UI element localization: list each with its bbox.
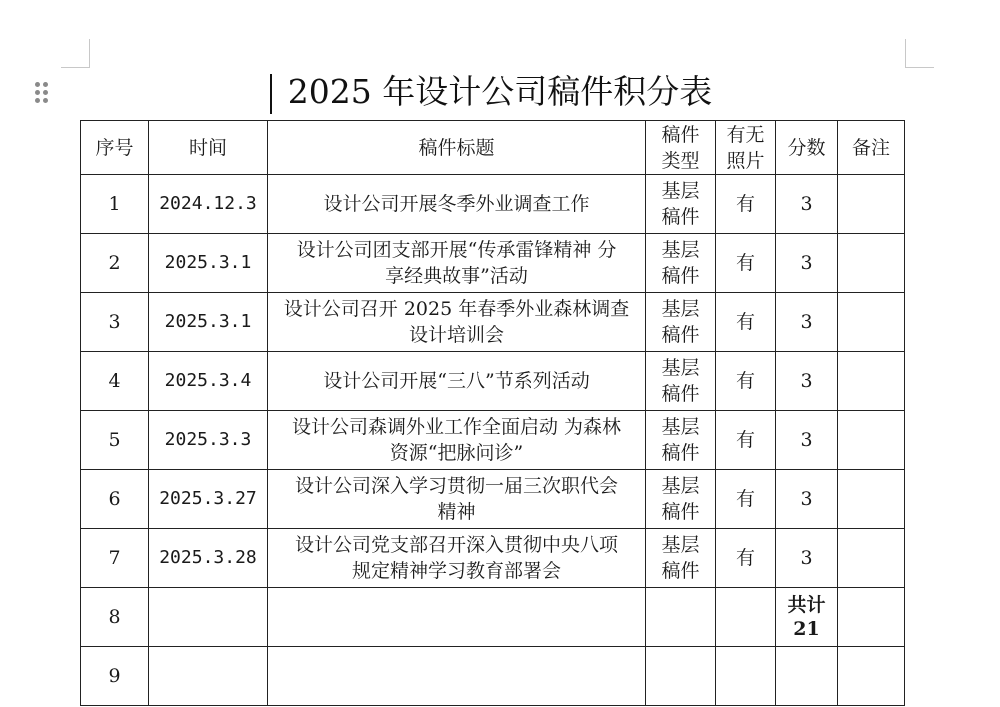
cell-type-line2: 稿件 bbox=[661, 383, 700, 405]
cell-index[interactable]: 2 bbox=[81, 234, 149, 293]
cell-title[interactable] bbox=[268, 175, 646, 234]
cell-title-line1: 设计公司森调外业工作全面启动 为森林 bbox=[291, 416, 622, 438]
cell-photo[interactable]: 有 bbox=[716, 470, 776, 529]
cell-date[interactable] bbox=[149, 647, 268, 706]
cell-type[interactable] bbox=[646, 352, 716, 411]
cell-index[interactable]: 3 bbox=[81, 293, 149, 352]
table-row bbox=[81, 411, 905, 470]
cell-title-line1: 设计公司党支部召开深入贯彻中央八项 bbox=[294, 534, 618, 556]
cell-title[interactable] bbox=[268, 470, 646, 529]
cell-index[interactable]: 5 bbox=[81, 411, 149, 470]
cell-photo[interactable]: 有 bbox=[716, 234, 776, 293]
cell-remarks[interactable] bbox=[838, 647, 905, 706]
table-row bbox=[81, 529, 905, 588]
cell-date[interactable]: 2025.3.27 bbox=[149, 470, 268, 529]
cell-title-line2: 资源“把脉问诊” bbox=[389, 442, 524, 464]
cell-remarks[interactable] bbox=[838, 588, 905, 647]
header-photo-line1: 有无 bbox=[726, 123, 765, 146]
cell-type-line2: 稿件 bbox=[661, 265, 700, 287]
header-remarks[interactable]: 备注 bbox=[838, 121, 905, 175]
cell-type-line1: 基层 bbox=[661, 239, 700, 261]
cell-title-line1: 设计公司团支部开展“传承雷锋精神 分 bbox=[296, 239, 617, 261]
cell-photo[interactable]: 有 bbox=[716, 352, 776, 411]
cell-title-line2: 享经典故事”活动 bbox=[385, 265, 528, 287]
cell-title-line2: 设计培训会 bbox=[408, 324, 504, 346]
cell-title[interactable] bbox=[268, 352, 646, 411]
cell-type[interactable] bbox=[646, 411, 716, 470]
cell-type-line2: 稿件 bbox=[661, 501, 700, 523]
total-value: 21 bbox=[793, 618, 820, 640]
cell-type[interactable] bbox=[646, 588, 716, 647]
cell-type-line2: 稿件 bbox=[661, 324, 700, 346]
page-margin-corner-top-left bbox=[61, 39, 90, 68]
document-title[interactable]: 2025 年设计公司稿件积分表 bbox=[287, 72, 713, 111]
cell-remarks[interactable] bbox=[838, 470, 905, 529]
cell-type[interactable] bbox=[646, 293, 716, 352]
cell-title-line1: 设计公司开展冬季外业调查工作 bbox=[323, 193, 590, 215]
table-row bbox=[81, 352, 905, 411]
total-row bbox=[81, 588, 905, 647]
score-table[interactable] bbox=[80, 120, 905, 706]
header-article-title[interactable]: 稿件标题 bbox=[268, 121, 646, 175]
cell-title[interactable] bbox=[268, 293, 646, 352]
cell-type-line1: 基层 bbox=[661, 357, 700, 379]
header-index[interactable]: 序号 bbox=[81, 121, 149, 175]
cell-score[interactable]: 3 bbox=[776, 529, 838, 588]
cell-index[interactable]: 9 bbox=[81, 647, 149, 706]
cell-title-line2: 规定精神学习教育部署会 bbox=[351, 560, 561, 582]
cell-title[interactable] bbox=[268, 411, 646, 470]
text-cursor bbox=[270, 74, 272, 114]
cell-type-line2: 稿件 bbox=[661, 560, 700, 582]
header-type[interactable] bbox=[646, 121, 716, 175]
cell-remarks[interactable] bbox=[838, 352, 905, 411]
header-photo-line2: 照片 bbox=[726, 149, 765, 172]
header-type-line2: 类型 bbox=[661, 149, 700, 172]
cell-title[interactable] bbox=[268, 647, 646, 706]
cell-photo[interactable]: 有 bbox=[716, 175, 776, 234]
cell-title[interactable] bbox=[268, 529, 646, 588]
cell-type[interactable] bbox=[646, 529, 716, 588]
cell-title[interactable] bbox=[268, 588, 646, 647]
cell-remarks[interactable] bbox=[838, 293, 905, 352]
cell-remarks[interactable] bbox=[838, 411, 905, 470]
cell-type-line2: 稿件 bbox=[661, 442, 700, 464]
header-type-line1: 稿件 bbox=[661, 123, 700, 146]
cell-date[interactable]: 2025.3.3 bbox=[149, 411, 268, 470]
cell-type-line1: 基层 bbox=[661, 416, 700, 438]
cell-type-line1: 基层 bbox=[661, 180, 700, 202]
cell-photo[interactable] bbox=[716, 647, 776, 706]
cell-type[interactable] bbox=[646, 647, 716, 706]
total-label: 共计 bbox=[787, 594, 826, 616]
header-date[interactable]: 时间 bbox=[149, 121, 268, 175]
cell-title[interactable] bbox=[268, 234, 646, 293]
cell-date[interactable]: 2024.12.3 bbox=[149, 175, 268, 234]
cell-title-line2: 精神 bbox=[437, 501, 476, 523]
table-row-empty bbox=[81, 647, 905, 706]
header-photo[interactable] bbox=[716, 121, 776, 175]
cell-remarks[interactable] bbox=[838, 529, 905, 588]
cell-photo[interactable]: 有 bbox=[716, 293, 776, 352]
cell-score[interactable]: 3 bbox=[776, 470, 838, 529]
cell-score[interactable] bbox=[776, 647, 838, 706]
cell-type[interactable] bbox=[646, 175, 716, 234]
cell-score[interactable]: 3 bbox=[776, 352, 838, 411]
page-margin-corner-top-right bbox=[905, 39, 934, 68]
table-row bbox=[81, 470, 905, 529]
cell-title-line1: 设计公司深入学习贯彻一届三次职代会 bbox=[294, 475, 618, 497]
header-row bbox=[81, 121, 905, 175]
table-row bbox=[81, 175, 905, 234]
cell-photo[interactable] bbox=[716, 588, 776, 647]
cell-photo[interactable]: 有 bbox=[716, 411, 776, 470]
cell-date[interactable]: 2025.3.1 bbox=[149, 234, 268, 293]
table-row bbox=[81, 293, 905, 352]
cell-index[interactable]: 7 bbox=[81, 529, 149, 588]
cell-index[interactable]: 1 bbox=[81, 175, 149, 234]
cell-date[interactable]: 2025.3.28 bbox=[149, 529, 268, 588]
cell-date[interactable] bbox=[149, 588, 268, 647]
table-row bbox=[81, 234, 905, 293]
cell-total-score[interactable] bbox=[776, 588, 838, 647]
cell-index[interactable]: 6 bbox=[81, 470, 149, 529]
cell-photo[interactable]: 有 bbox=[716, 529, 776, 588]
cell-type-line1: 基层 bbox=[661, 475, 700, 497]
cell-score[interactable]: 3 bbox=[776, 411, 838, 470]
cell-type-line1: 基层 bbox=[661, 298, 700, 320]
cell-date[interactable]: 2025.3.4 bbox=[149, 352, 268, 411]
cell-type[interactable] bbox=[646, 234, 716, 293]
cell-remarks[interactable] bbox=[838, 175, 905, 234]
cell-title-line1: 设计公司开展“三八”节系列活动 bbox=[323, 370, 590, 392]
cell-type[interactable] bbox=[646, 470, 716, 529]
cell-score[interactable]: 3 bbox=[776, 234, 838, 293]
cell-type-line1: 基层 bbox=[661, 534, 700, 556]
header-score[interactable]: 分数 bbox=[776, 121, 838, 175]
cell-date[interactable]: 2025.3.1 bbox=[149, 293, 268, 352]
cell-title-line1: 设计公司召开 2025 年春季外业森林调查 bbox=[283, 298, 630, 320]
cell-remarks[interactable] bbox=[838, 234, 905, 293]
cell-index[interactable]: 8 bbox=[81, 588, 149, 647]
cell-index[interactable]: 4 bbox=[81, 352, 149, 411]
cell-score[interactable]: 3 bbox=[776, 293, 838, 352]
cell-type-line2: 稿件 bbox=[661, 206, 700, 228]
cell-score[interactable]: 3 bbox=[776, 175, 838, 234]
